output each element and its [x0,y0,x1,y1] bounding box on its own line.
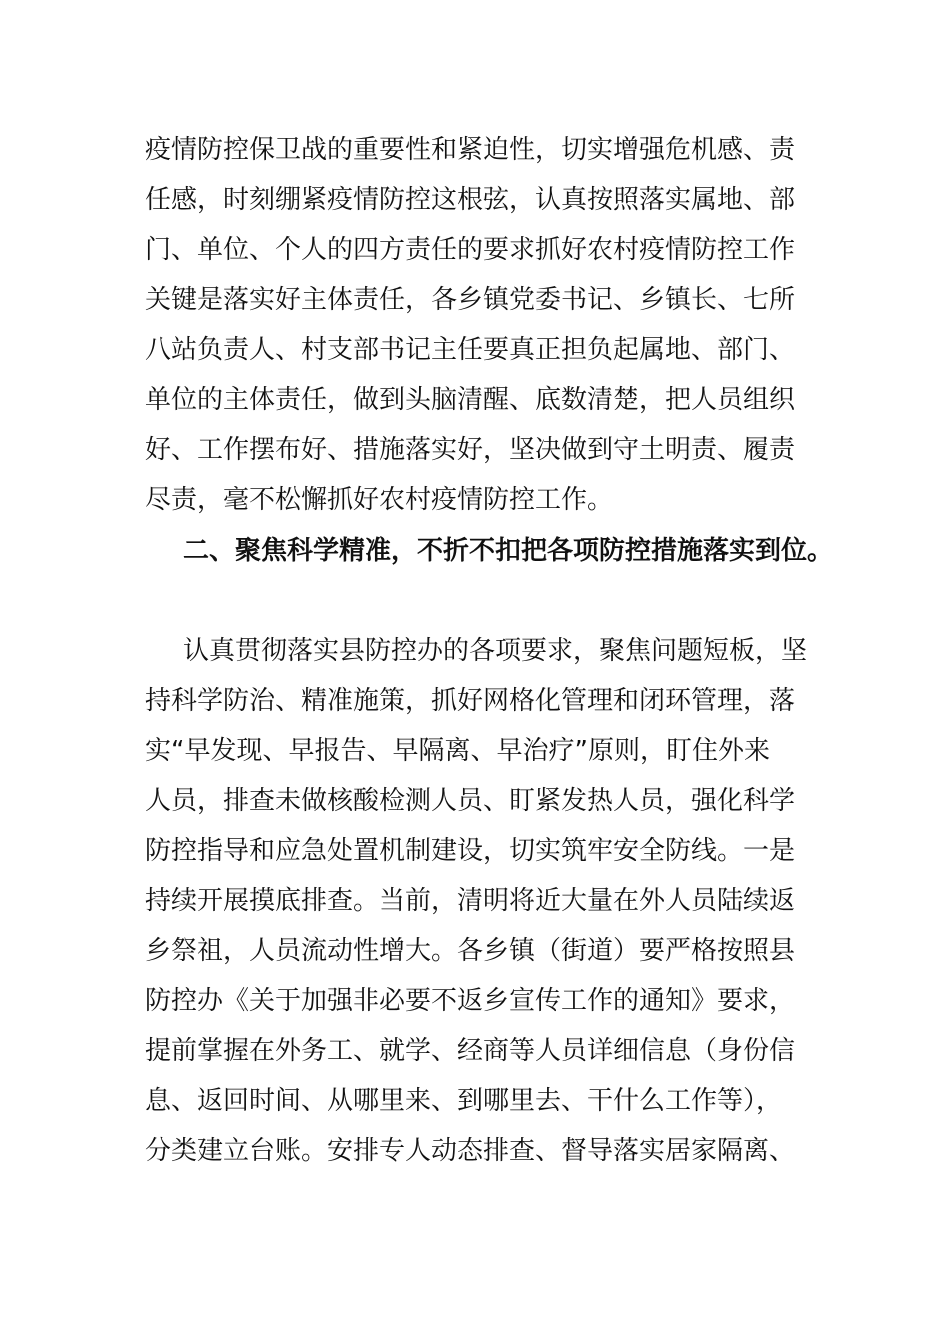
paragraph2-line-2: 持科学防治、精准施策，抓好网格化管理和闭环管理，落 [145,686,796,716]
paragraph1-line-4: 关键是落实好主体责任，各乡镇党委书记、乡镇长、七所 [145,285,796,315]
paragraph1-line-6: 单位的主体责任，做到头脑清醒、底数清楚，把人员组织 [145,385,796,415]
paragraph1-line-7: 好、工作摆布好、措施落实好，坚决做到守土明责、履责 [145,435,796,465]
paragraph2-line-8: 防控办《关于加强非必要不返乡宣传工作的通知》要求， [145,986,796,1016]
paragraph2-line-4: 人员，排查未做核酸检测人员、盯紧发热人员，强化科学 [145,786,796,816]
paragraph2-line-5: 防控指导和应急处置机制建设，切实筑牢安全防线。一是 [145,836,796,866]
paragraph2-line-9: 提前掌握在外务工、就学、经商等人员详细信息（身份信 [145,1036,796,1066]
paragraph2-line-7: 乡祭祖，人员流动性增大。各乡镇（街道）要严格按照县 [145,936,796,966]
paragraph2-line-3: 实“早发现、早报告、早隔离、早治疗”原则，盯住外来 [145,736,770,766]
paragraph1-line-1: 疫情防控保卫战的重要性和紧迫性，切实增强危机感、责 [145,135,796,165]
paragraph2-line-1: 认真贯彻落实县防控办的各项要求，聚焦问题短板，坚 [183,636,808,666]
paragraph2-line-11: 分类建立台账。安排专人动态排查、督导落实居家隔离、 [145,1136,796,1166]
paragraph1-line-8: 尽责，毫不松懈抓好农村疫情防控工作。 [145,485,614,515]
paragraph2-line-6: 持续开展摸底排查。当前，清明将近大量在外人员陆续返 [145,886,796,916]
paragraph1-line-3: 门、单位、个人的四方责任的要求抓好农村疫情防控工作 [145,235,796,265]
paragraph1-line-5: 八站负责人、村支部书记主任要真正担负起属地、部门、 [145,335,796,365]
section-heading: 二、聚焦科学精准，不折不扣把各项防控措施落实到位。 [183,536,834,566]
paragraph1-line-2: 任感，时刻绷紧疫情防控这根弦，认真按照落实属地、部 [145,185,796,215]
paragraph2-line-10: 息、返回时间、从哪里来、到哪里去、干什么工作等）， [145,1086,783,1116]
